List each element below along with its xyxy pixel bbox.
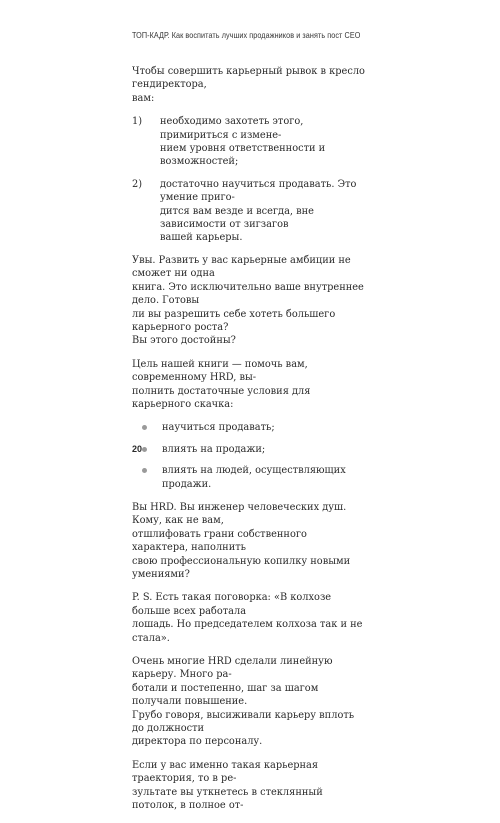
page-body <box>132 65 366 823</box>
glass-ceiling-paragraph <box>132 759 366 813</box>
alas-line: книга. Это исключительно ваше внутреннее дело. Готовы <box>132 281 364 307</box>
linear-career-paragraph <box>132 655 366 749</box>
item-line: дится вам везде и всегда, вне зависимости от зигзагов <box>160 205 314 231</box>
numbered-item-1 <box>132 115 366 169</box>
hrd-line: Вы HRD. Вы инженер человеческих душ. Кому, как не вам, <box>132 501 347 527</box>
numbered-item-2 <box>132 178 366 245</box>
ceiling-line: Если у вас именно такая карьерная траектория, то в ре- <box>132 759 319 785</box>
hrd-line: отшлифовать грани собственного характера, наполнить <box>132 528 307 554</box>
item-body <box>148 178 366 245</box>
goal-paragraph <box>132 358 366 412</box>
hrd-line: свою профессиональную копилку новыми умениями? <box>132 555 351 580</box>
linear-line: директора по персоналу. <box>132 736 263 748</box>
bullet-dot-icon <box>142 425 147 430</box>
hrd-paragraph <box>132 501 366 581</box>
ps-paragraph <box>132 591 366 645</box>
alas-paragraph <box>132 254 366 348</box>
bullet-dot-icon <box>142 468 147 473</box>
page-number: 20 <box>132 444 143 454</box>
item-line: вашей карьеры. <box>160 232 243 244</box>
intro-paragraph <box>132 65 366 105</box>
bullet-text: влиять на продажи; <box>162 443 266 455</box>
goal-line: полнить достаточные условия для карьерного скачка: <box>132 385 311 410</box>
item-line: необходимо захотеть этого, примириться с измене- <box>160 116 304 141</box>
item-line: нием уровня ответственности и возможностей; <box>160 143 326 168</box>
running-head: ТОП-КАДР. Как воспитать лучших продажников и занять пост CEO <box>132 31 361 40</box>
bullet-item <box>132 464 366 491</box>
goal-line: Цель нашей книги — помочь вам, современному HRD, вы- <box>132 358 308 384</box>
alas-line: Вы этого достойны? <box>132 335 236 347</box>
item-number: 2) <box>132 178 143 190</box>
alas-line: ли вы разрешить себе хотеть большего карьерного роста? <box>132 308 336 333</box>
item-body <box>148 115 366 169</box>
linear-line: Грубо говоря, высиживали карьеру вплоть до должности <box>132 709 355 735</box>
bullet-item <box>132 421 366 434</box>
item-number: 1) <box>132 116 143 128</box>
intro-line: вам: <box>132 92 155 104</box>
bullet-dot-icon <box>142 447 147 452</box>
goal-bullet-list <box>132 421 366 491</box>
ps-line: лошадь. Но председателем колхоза так и не стала». <box>132 619 363 644</box>
item-line: достаточно научиться продавать. Это умение приго- <box>160 178 357 204</box>
alas-line: Увы. Развить у вас карьерные амбиции не сможет ни одна <box>132 254 351 280</box>
bullet-item <box>132 443 366 456</box>
bullet-text: влиять на людей, осуществляющих продажи. <box>162 465 346 490</box>
ps-line: P. S. Есть такая поговорка: «В колхозе больше всех работала <box>132 592 332 617</box>
linear-line: ботали и постепенно, шаг за шагом получали повышение. <box>132 682 319 708</box>
ceiling-line: зультате вы уткнетесь в стеклянный потолок, в полное от- <box>132 786 323 812</box>
linear-line: Очень многие HRD сделали линейную карьеру. Много ра- <box>132 656 333 681</box>
bullet-text: научиться продавать; <box>162 422 275 434</box>
intro-line: Чтобы совершить карьерный рывок в кресло гендиректора, <box>132 66 365 91</box>
